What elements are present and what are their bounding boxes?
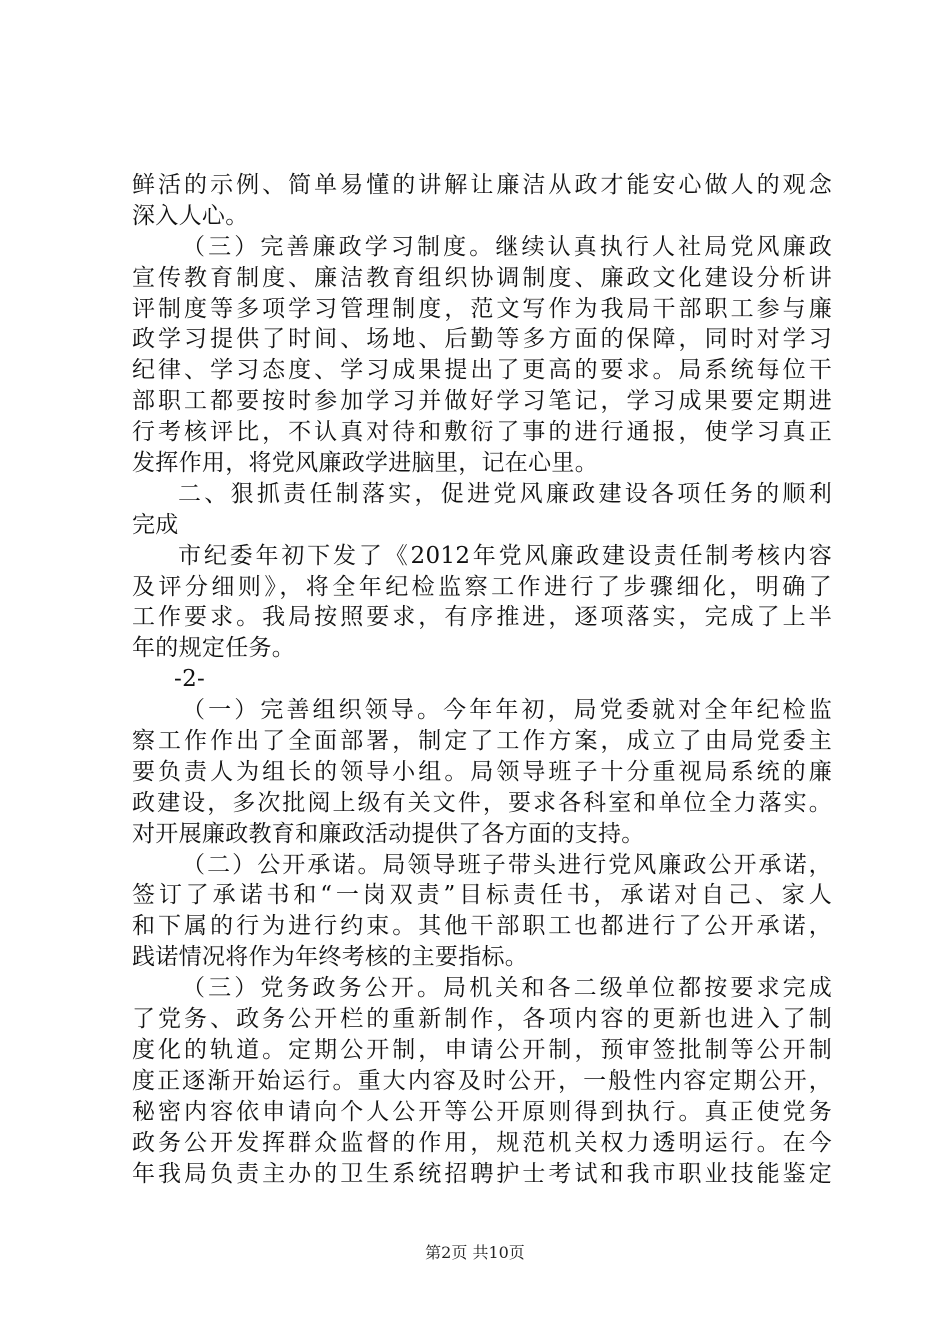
text-line: （三）党务政务公开。局机关和各二级单位都按要求完成	[182, 975, 832, 1002]
text-line: 工作要求。我局按照要求，有序推进，逐项落实，完成了上半	[132, 604, 832, 631]
text-line: 鲜活的示例、简单易懂的讲解让廉洁从政才能安心做人的观念	[132, 172, 832, 198]
text-line: 政建设，多次批阅上级有关文件，要求各科室和单位全力落实。	[132, 789, 832, 816]
text-line: 了党务、政务公开栏的重新制作，各项内容的更新也进入了制	[132, 1006, 832, 1033]
text-line: 深入人心。	[132, 202, 249, 229]
section-heading-line: 完成	[132, 511, 179, 538]
text-line: 度化的轨道。定期公开制，申请公开制，预审签批制等公开制	[132, 1036, 832, 1063]
text-line: 发挥作用，将党风廉政学进脑里，记在心里。	[132, 450, 598, 477]
text-line: 市纪委年初下发了《2012年党风廉政建设责任制考核内容	[178, 542, 832, 569]
text-line: 宣传教育制度、廉洁教育组织协调制度、廉政文化建设分析讲	[132, 264, 832, 291]
text-line: 部职工都要按时参加学习并做好学习笔记，学习成果要定期进	[132, 388, 832, 415]
text-line: 要负责人为组长的领导小组。局领导班子十分重视局系统的廉	[132, 758, 832, 785]
text-line: 签订了承诺书和“一岗双责”目标责任书，承诺对自己、家人	[132, 882, 832, 909]
inline-page-number: -2-	[174, 666, 206, 693]
text-line: （三）完善廉政学习制度。继续认真执行人社局党风廉政	[182, 233, 832, 260]
text-line: （二）公开承诺。局领导班子带头进行党风廉政公开承诺，	[182, 851, 832, 878]
text-line: 察工作作出了全面部署，制定了工作方案，成立了由局党委主	[132, 728, 832, 755]
page-footer: 第2页 共10页	[425, 1243, 525, 1262]
text-line: 行考核评比，不认真对待和敷衍了事的进行通报，使学习真正	[132, 419, 832, 446]
text-line: 度正逐渐开始运行。重大内容及时公开，一般性内容定期公开，	[132, 1067, 832, 1094]
text-line: 纪律、学习态度、学习成果提出了更高的要求。局系统每位干	[132, 357, 832, 384]
text-line: （一）完善组织领导。今年年初，局党委就对全年纪检监	[182, 697, 832, 724]
text-line: 政学习提供了时间、场地、后勤等多方面的保障，同时对学习	[132, 326, 832, 353]
text-line: 及评分细则》，将全年纪检监察工作进行了步骤细化，明确了	[132, 573, 832, 600]
text-line: 践诺情况将作为年终考核的主要指标。	[132, 944, 529, 971]
section-heading-line: 二、狠抓责任制落实，促进党风廉政建设各项任务的顺利	[178, 480, 832, 507]
text-line: 和下属的行为进行约束。其他干部职工也都进行了公开承诺，	[132, 913, 832, 940]
document-body	[132, 170, 832, 1189]
text-line: 秘密内容依申请向个人公开等公开原则得到执行。真正使党务	[132, 1098, 832, 1125]
text-line: 政务公开发挥群众监督的作用，规范机关权力透明运行。在今	[132, 1129, 832, 1156]
text-line: 评制度等多项学习管理制度，范文写作为我局干部职工参与廉	[132, 295, 832, 322]
text-line: 年的规定任务。	[132, 635, 296, 662]
text-line: 年我局负责主办的卫生系统招聘护士考试和我市职业技能鉴定	[132, 1160, 832, 1187]
text-line: 对开展廉政教育和廉政活动提供了各方面的支持。	[132, 820, 645, 847]
